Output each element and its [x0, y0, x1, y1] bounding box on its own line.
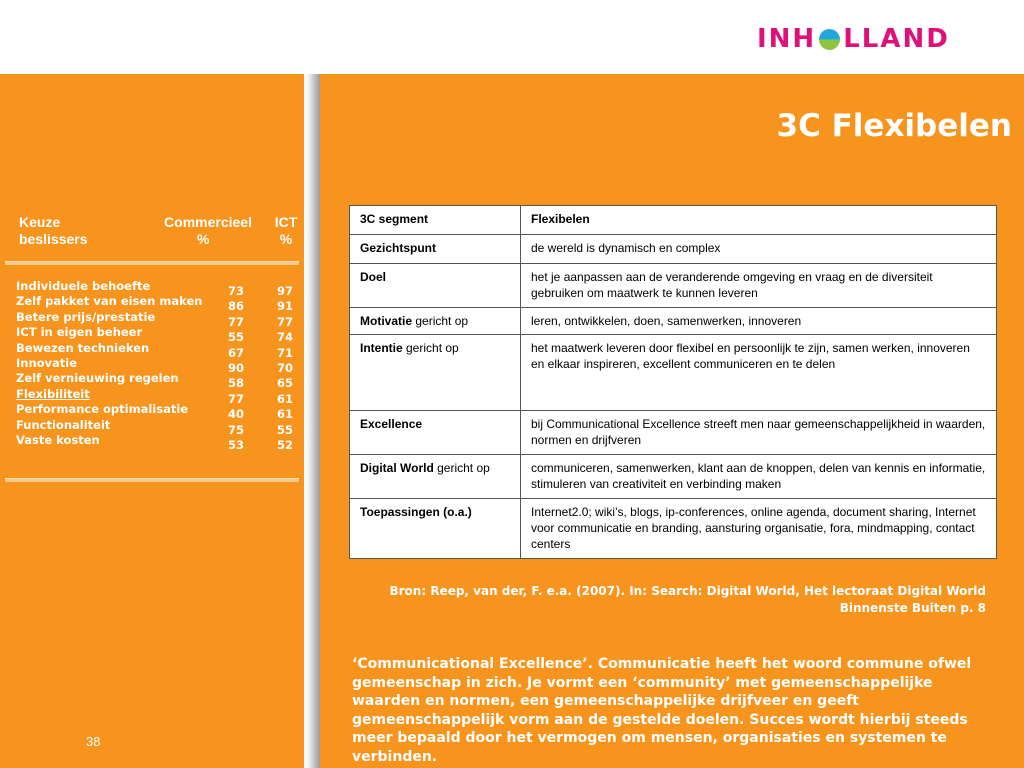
table-row [350, 335, 997, 411]
ict-value: 61 [276, 391, 293, 406]
table-header-row [350, 206, 997, 235]
row-value: Internet2.0; wiki’s, blogs, ip-conferences, online agenda, document sharing, Internet voor communicatie en branding, aansturing organisatie, fora, mindmapping, contact centers [521, 499, 997, 559]
body-paragraph: ‘Communicational Excellence’. Communicatie heeft het woord commune ofwel gemeenschap in zich. Je vormt een ‘community’ met gemeenschappelijke waarden en normen, een gemeenschappelijke drijfveer en geeft gemeenschappelijk vorm aan de gestelde doelen. Succes wordt hierbij steeds meer bepaald door het vermogen om mensen, organisaties en systemen te verbinden. [352, 656, 972, 765]
table-row [350, 499, 997, 559]
separator-top [5, 261, 299, 265]
globe-icon [819, 29, 840, 50]
criterion-label: Zelf vernieuwing regelen [16, 371, 179, 386]
table-row [350, 235, 997, 264]
ict-value: 70 [276, 361, 293, 376]
table-row [350, 308, 997, 335]
header-col3-line1: ICT [274, 214, 298, 230]
row-value: communiceren, samenwerken, klant aan de knoppen, delen van kennis en informatie, stimuleren van creativiteit en verbinding maken [521, 455, 997, 499]
inholland-logo [757, 26, 950, 52]
table-row [350, 411, 997, 455]
ict-value: 61 [276, 407, 293, 422]
criterion-label: Vaste kosten [16, 433, 100, 448]
commercieel-values [222, 284, 244, 453]
commercieel-value: 67 [227, 345, 244, 360]
commercieel-value: 90 [227, 361, 244, 376]
logo-text-right: LLAND [843, 24, 950, 54]
row-label: Gezichtspunt [350, 235, 521, 264]
ict-value: 52 [276, 438, 293, 453]
table-header-cell: Flexibelen [521, 206, 997, 235]
ict-value: 55 [276, 422, 293, 437]
ict-value: 71 [276, 345, 293, 360]
commercieel-value: 77 [227, 314, 244, 329]
commercieel-value: 40 [227, 407, 244, 422]
header-col1-line2: beslissers [19, 231, 88, 247]
header-keuze-beslissers [19, 214, 88, 248]
header-col2-line2: % [197, 231, 210, 247]
row-value: de wereld is dynamisch en complex [521, 235, 997, 264]
row-label: Motivatie gericht op [350, 308, 521, 335]
ict-value: 91 [276, 299, 293, 314]
criterion-label: Individuele behoefte [16, 279, 151, 293]
ict-value: 65 [276, 376, 293, 391]
criterion-label: Functionaliteit [16, 417, 111, 432]
commercieel-value: 77 [227, 391, 244, 406]
commercieel-value: 75 [227, 422, 244, 437]
criterion-label: ICT in eigen beheer [16, 325, 143, 340]
row-label: Doel [350, 264, 521, 308]
ict-values [271, 284, 293, 453]
header-col3-line2: % [279, 231, 293, 247]
header-commercieel [151, 214, 265, 248]
page-number: 38 [86, 734, 101, 749]
criterion-label: Zelf pakket van eisen maken [16, 294, 203, 309]
commercieel-value: 73 [227, 284, 244, 298]
ict-value: 97 [276, 284, 293, 298]
criterion-label: Betere prijs/prestatie [16, 309, 156, 324]
row-value: het maatwerk leveren door flexibel en persoonlijk te zijn, samen werken, innoveren en elkaar inspireren, excellent communiceren en te delen [521, 335, 997, 411]
table-row [350, 264, 997, 308]
commercieel-value: 58 [227, 376, 244, 391]
row-value: leren, ontwikkelen, doen, samenwerken, innoveren [521, 308, 997, 335]
row-label: Intentie gericht op [350, 335, 521, 411]
table-header-cell: 3C segment [350, 206, 521, 235]
header-col1-line1: Keuze [19, 214, 61, 230]
ict-value: 74 [276, 330, 293, 345]
criterion-label: Bewezen technieken [16, 340, 150, 355]
panel-divider [304, 74, 320, 768]
commercieel-value: 55 [227, 330, 244, 345]
criteria-list [16, 279, 202, 448]
row-label: Toepassingen (o.a.) [350, 499, 521, 559]
criterion-label: Performance optimalisatie [16, 402, 189, 417]
header-col2-line1: Commercieel [164, 214, 252, 230]
row-label: Excellence [350, 411, 521, 455]
row-label: Digital World gericht op [350, 455, 521, 499]
commercieel-value: 53 [227, 438, 244, 453]
segment-table [349, 205, 997, 559]
source-citation: Bron: Reep, van der, F. e.a. (2007). In: Search: Digital World, Het lectoraat Digital World Binnenste Buiten p. 8 [389, 584, 986, 615]
separator-bottom [5, 478, 299, 482]
row-value: het je aanpassen aan de veranderende omgeving en vraag en de diversiteit gebruiken om maatwerk te kunnen leveren [521, 264, 997, 308]
criterion-label-flexibiliteit: Flexibiliteit [16, 386, 90, 401]
ict-value: 77 [276, 314, 293, 329]
header-ict [271, 214, 301, 248]
logo-text-left: INH [757, 24, 817, 54]
slide-title: 3C Flexibelen [776, 108, 1012, 144]
criterion-label: Innovatie [16, 356, 78, 371]
commercieel-value: 86 [227, 299, 244, 314]
row-value: bij Communicational Excellence streeft men naar gemeenschappelijkheid in waarden, normen en drijfveren [521, 411, 997, 455]
table-row [350, 455, 997, 499]
